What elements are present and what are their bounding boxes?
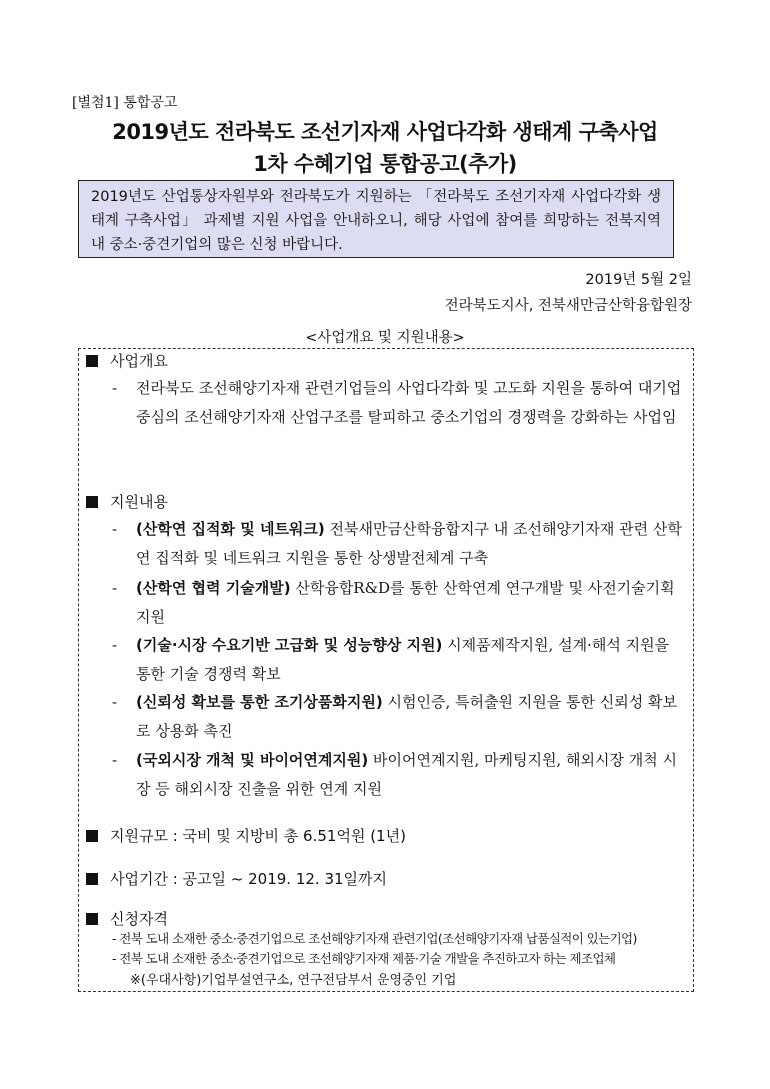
eligibility-note: ※(우대사항)기업부설연구소, 연구전담부서 운영중인 기업 — [130, 973, 457, 988]
document-title-line2: 1차 수혜기업 통합공고(추가) — [253, 152, 517, 176]
attachment-label: [별첨1] 통합공고 — [72, 95, 178, 111]
period-line: 사업기간 : 공고일 ~ 2019. 12. 31일까지 — [86, 868, 387, 889]
support-item: - (신뢰성 확보를 통한 조기상품화지원) 시험인증, 특허출원 지원을 통한 신뢰성 확보로 상용화 촉진 — [112, 693, 677, 740]
eligibility-item: - 전북 도내 소재한 중소·중견기업으로 조선해양기자재 제품·기술 개발을 추진하고자 하는 제조업체 — [112, 951, 616, 966]
intro-box: 2019년도 산업통상자원부와 전라북도가 지원하는 「전라북도 조선기자재 사업다각화 생태계 구축사업」 과제별 지원 사업을 안내하오니, 해당 사업에 참여를 희망하는 전북지역 내 중소·중견기업의 많은 신청 바랍니다. — [78, 180, 674, 258]
bullet-square-icon — [86, 496, 98, 508]
eligibility-heading: 신청자격 — [86, 908, 168, 929]
overview-heading: 사업개요 — [86, 350, 168, 371]
box-title: <사업개요 및 지원내용> — [305, 330, 465, 346]
support-item: - (산학연 집적화 및 네트워크) 전북새만금산학융합지구 내 조선해양기자재 관련 산학연 집적화 및 네트워크 지원을 통한 상생발전체계 구축 — [112, 520, 682, 567]
bullet-square-icon — [86, 873, 98, 885]
support-item: - (기술·시장 수요기반 고급화 및 성능향상 지원) 시제품제작지원, 설계·해석 지원을 통한 기술 경쟁력 확보 — [112, 636, 670, 683]
scale-line: 지원규모 : 국비 및 지방비 총 6.51억원 (1년) — [86, 825, 406, 846]
bullet-square-icon — [86, 830, 98, 842]
document-title-line1: 2019년도 전라북도 조선기자재 사업다각화 생태계 구축사업 — [112, 120, 658, 144]
issuer: 전라북도지사, 전북새만금산학융합원장 — [444, 298, 692, 314]
support-item: - (산학연 협력 기술개발) 산학융합R&D를 통한 산학연계 연구개발 및 사전기술기획 지원 — [112, 579, 675, 626]
announcement-date: 2019년 5월 2일 — [585, 272, 692, 288]
eligibility-item: - 전북 도내 소재한 중소·중견기업으로 조선해양기자재 관련기업(조선해양기자재 납품실적이 있는기업) — [112, 931, 637, 946]
bullet-square-icon — [86, 913, 98, 925]
bullet-square-icon — [86, 355, 98, 367]
support-item: - (국외시장 개척 및 바이어연계지원) 바이어연계지원, 마케팅지원, 해외시장 개척 시장 등 해외시장 진출을 위한 연계 지원 — [112, 751, 677, 798]
support-heading: 지원내용 — [86, 491, 168, 512]
overview-text: - 전라북도 조선해양기자재 관련기업들의 사업다각화 및 고도화 지원을 통하여 대기업 중심의 조선해양기자재 산업구조를 탈피하고 중소기업의 경쟁력을 강화하는 사업임 — [112, 379, 682, 426]
